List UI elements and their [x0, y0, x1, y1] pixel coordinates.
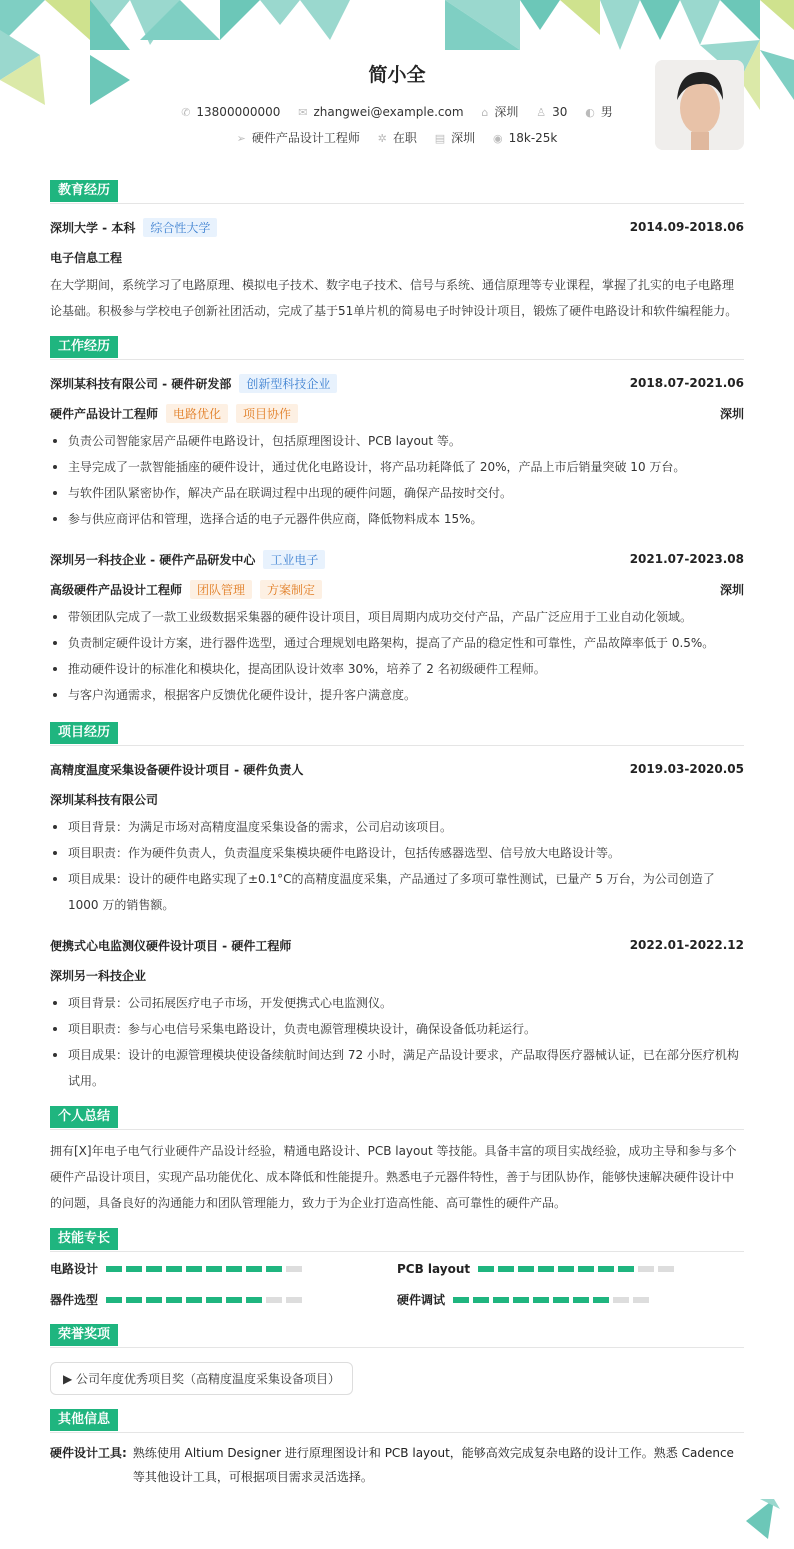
skill-segment	[618, 1266, 634, 1272]
company-group	[50, 550, 325, 569]
list-item: 与客户沟通需求，根据客户反馈优化硬件设计，提升客户满意度。	[50, 682, 744, 708]
job-title: 硬件产品设计工程师	[50, 406, 159, 421]
major: 电子信息工程	[50, 250, 123, 265]
skill-segment	[518, 1266, 534, 1272]
school-tag: 综合性大学	[143, 218, 217, 237]
list-item: 项目成果：设计的电源管理模块使设备续航时间达到 72 小时，满足产品设计要求，产品取得医疗器械认证，已在部分医疗机构试用。	[50, 1042, 744, 1094]
age-icon: ♙	[536, 106, 547, 119]
work-city: 深圳	[719, 582, 744, 597]
other-info: 硬件设计工具: 熟练使用 Altium Designer 进行原理图设计和 PCB layout，能够高效完成复杂电路的设计工作。熟悉 Cadence 等其他设计工具，可根据项目需求灵活选择。	[50, 1446, 734, 1484]
skill-segment	[498, 1266, 514, 1272]
section-other: 其他信息	[50, 1409, 744, 1431]
project-name: 便携式心电监测仪硬件设计项目 - 硬件工程师	[50, 938, 292, 953]
work-bullets	[50, 428, 744, 532]
skill-item	[397, 1260, 744, 1277]
skill-segment	[473, 1297, 489, 1303]
project-header	[50, 930, 744, 960]
section-skills: 技能专长	[50, 1228, 744, 1250]
skill-tag: 电路优化	[166, 404, 228, 423]
status: 在职	[392, 131, 417, 145]
city: 深圳	[494, 105, 519, 119]
project-company: 深圳某科技有限公司	[50, 792, 159, 807]
company-group	[50, 374, 337, 393]
skill-segment	[538, 1266, 554, 1272]
skill-segment	[266, 1266, 282, 1272]
skill-segment	[558, 1266, 574, 1272]
skill-segment	[578, 1266, 594, 1272]
education-entry	[50, 212, 744, 324]
skill-segment	[186, 1266, 202, 1272]
skill-segment	[226, 1297, 242, 1303]
skill-segment	[206, 1266, 222, 1272]
list-item: 项目职责：参与心电信号采集电路设计，负责电源管理模块设计，确保设备低功耗运行。	[50, 1016, 744, 1042]
skill-segment	[598, 1266, 614, 1272]
school: 深圳大学 - 本科	[50, 220, 136, 235]
project-name: 高精度温度采集设备硬件设计项目 - 硬件负责人	[50, 762, 304, 777]
status-icon: ✲	[377, 132, 387, 145]
list-item: 项目职责：作为硬件负责人，负责温度采集模块硬件电路设计，包括传感器选型、信号放大电路设计等。	[50, 840, 744, 866]
project-company-row	[50, 784, 744, 814]
company: 深圳另一科技企业 - 硬件产品研发中心	[50, 552, 256, 567]
skill-segment	[166, 1297, 182, 1303]
candidate-name: 简小全	[368, 64, 426, 86]
skill-segment	[146, 1297, 162, 1303]
section-projects: 项目经历	[50, 722, 744, 744]
age: 30	[552, 105, 568, 119]
skill-name: PCB layout	[397, 1261, 471, 1276]
skill-segment	[286, 1266, 302, 1272]
skill-level-bar	[106, 1266, 306, 1272]
section-summary: 个人总结	[50, 1106, 744, 1128]
expected-city: 深圳	[451, 131, 476, 145]
work-bullets	[50, 604, 744, 708]
list-item: 项目成果：设计的硬件电路实现了±0.1°C的高精度温度采集，产品通过了多项可靠性测试，已量产 5 万台，为公司创造了 1000 万的销售额。	[50, 866, 744, 918]
skill-segment	[553, 1297, 569, 1303]
project-date: 2019.03-2020.05	[629, 762, 744, 776]
skill-segment	[266, 1297, 282, 1303]
skill-segment	[206, 1297, 222, 1303]
work-entry	[50, 544, 744, 708]
project-bullets	[50, 990, 744, 1094]
skill-segment	[493, 1297, 509, 1303]
skill-segment	[246, 1297, 262, 1303]
project-bullets	[50, 814, 744, 918]
project-entry	[50, 754, 744, 918]
salary: 18k-25k	[508, 131, 558, 145]
list-item: 推动硬件设计的标准化和模块化，提高团队设计效率 30%，培养了 2 名初级硬件工程师。	[50, 656, 744, 682]
phone: 13800000000	[196, 105, 281, 119]
work-date: 2018.07-2021.06	[629, 376, 744, 390]
skill-segment	[146, 1266, 162, 1272]
skill-tag: 项目协作	[236, 404, 298, 423]
skill-segment	[573, 1297, 589, 1303]
list-item: 与软件团队紧密协作，解决产品在联调过程中出现的硬件问题，确保产品按时交付。	[50, 480, 744, 506]
skill-segment	[126, 1266, 142, 1272]
skill-segment	[166, 1266, 182, 1272]
company: 深圳某科技有限公司 - 硬件研发部	[50, 376, 232, 391]
gender-icon: ◐	[585, 106, 595, 119]
contact-row	[50, 103, 744, 120]
skill-level-bar	[478, 1266, 678, 1272]
phone-icon: ✆	[181, 106, 191, 119]
project-date: 2022.01-2022.12	[629, 938, 744, 952]
edu-desc: 在大学期间，系统学习了电路原理、模拟电子技术、数字电子技术、信号与系统、通信原理等专业课程，掌握了扎实的电子电路理论基础。积极参与学校电子创新社团活动，完成了基于51单片机的简易电子时钟设计项目，锻炼了硬件电路设计和软件编程能力。	[50, 278, 738, 318]
title-group	[50, 404, 298, 423]
skill-segment	[246, 1266, 262, 1272]
title-group	[50, 580, 322, 599]
work-title-row	[50, 398, 744, 428]
skill-segment	[638, 1266, 654, 1272]
skill-segment	[286, 1297, 302, 1303]
job-intent-row	[50, 129, 744, 146]
skill-segment	[126, 1297, 142, 1303]
section-education: 教育经历	[50, 180, 744, 202]
summary-text: 拥有[X]年电子电气行业硬件产品设计经验，精通电路设计、PCB layout 等技能。具备丰富的项目实战经验，成功主导和参与多个硬件产品设计项目，实现产品功能优化、成本降低和性能提升。熟悉电子元器件特性，善于与团队协作，能够快速解决硬件设计中的问题，具备良好的沟通能力和团队管理能力，致力于为企业打造高性能、高可靠性的硬件产品。	[50, 1144, 737, 1210]
skill-segment	[186, 1297, 202, 1303]
project-entry	[50, 930, 744, 1094]
skill-segment	[593, 1297, 609, 1303]
list-item: 带领团队完成了一款工业级数据采集器的硬件设计项目，项目周期内成功交付产品，产品广泛应用于工业自动化领域。	[50, 604, 744, 630]
section-work: 工作经历	[50, 336, 744, 358]
list-item: 负责公司智能家居产品硬件电路设计，包括原理图设计、PCB layout 等。	[50, 428, 744, 454]
project-header	[50, 754, 744, 784]
list-item: 参与供应商评估和管理，选择合适的电子元器件供应商，降低物料成本 15%。	[50, 506, 744, 532]
skill-tag: 团队管理	[190, 580, 252, 599]
work-date: 2021.07-2023.08	[629, 552, 744, 566]
company-tag: 工业电子	[263, 550, 325, 569]
email: zhangwei@example.com	[313, 105, 464, 119]
list-item: 项目背景：公司拓展医疗电子市场，开发便携式心电监测仪。	[50, 990, 744, 1016]
resume-header	[50, 0, 744, 180]
skill-tag: 方案制定	[260, 580, 322, 599]
home-icon: ⌂	[481, 106, 489, 119]
list-item: 主导完成了一款智能插座的硬件设计，通过优化电路设计，将产品功耗降低了 20%，产品上市后销量突破 10 万台。	[50, 454, 744, 480]
skill-item	[50, 1260, 397, 1277]
salary-icon: ◉	[492, 132, 503, 145]
skill-segment	[478, 1266, 494, 1272]
edu-date: 2014.09-2018.06	[629, 220, 744, 234]
skill-segment	[106, 1297, 122, 1303]
skill-segment	[658, 1266, 674, 1272]
avatar	[655, 60, 744, 150]
award-item[interactable]: ▶ 公司年度优秀项目奖（高精度温度采集设备项目）	[50, 1362, 353, 1395]
work-entry	[50, 368, 744, 532]
company-tag: 创新型科技企业	[239, 374, 337, 393]
skill-segment	[513, 1297, 529, 1303]
section-awards: 荣誉奖项	[50, 1324, 744, 1346]
work-title-row	[50, 574, 744, 604]
skill-name: 器件选型	[50, 1293, 99, 1307]
caret-right-icon: ▶	[63, 1372, 77, 1386]
skill-segment	[226, 1266, 242, 1272]
skill-item	[50, 1291, 397, 1308]
building-icon: ▤	[434, 132, 446, 145]
skill-name: 硬件调试	[397, 1293, 446, 1307]
gender: 男	[600, 105, 613, 119]
skill-segment	[633, 1297, 649, 1303]
work-header	[50, 544, 744, 574]
skill-segment	[453, 1297, 469, 1303]
skill-item	[397, 1291, 744, 1308]
skill-level-bar	[453, 1297, 653, 1303]
skill-segment	[613, 1297, 629, 1303]
skill-name: 电路设计	[50, 1262, 99, 1276]
corner-decoration	[746, 1499, 780, 1539]
project-company: 深圳另一科技企业	[50, 968, 147, 983]
list-item: 负责制定硬件设计方案，进行器件选型，通过合理规划电路架构，提高了产品的稳定性和可靠性，产品故障率低于 0.5%。	[50, 630, 744, 656]
skill-segment	[533, 1297, 549, 1303]
job-title: 高级硬件产品设计工程师	[50, 582, 183, 597]
list-item: 项目背景：为满足市场对高精度温度采集设备的需求，公司启动该项目。	[50, 814, 744, 840]
work-header	[50, 368, 744, 398]
project-company-row	[50, 960, 744, 990]
send-icon: ➢	[236, 132, 246, 145]
skill-segment	[106, 1266, 122, 1272]
skill-level-bar	[106, 1297, 306, 1303]
work-city: 深圳	[719, 406, 744, 421]
position: 硬件产品设计工程师	[251, 131, 360, 145]
email-icon: ✉	[298, 106, 308, 119]
